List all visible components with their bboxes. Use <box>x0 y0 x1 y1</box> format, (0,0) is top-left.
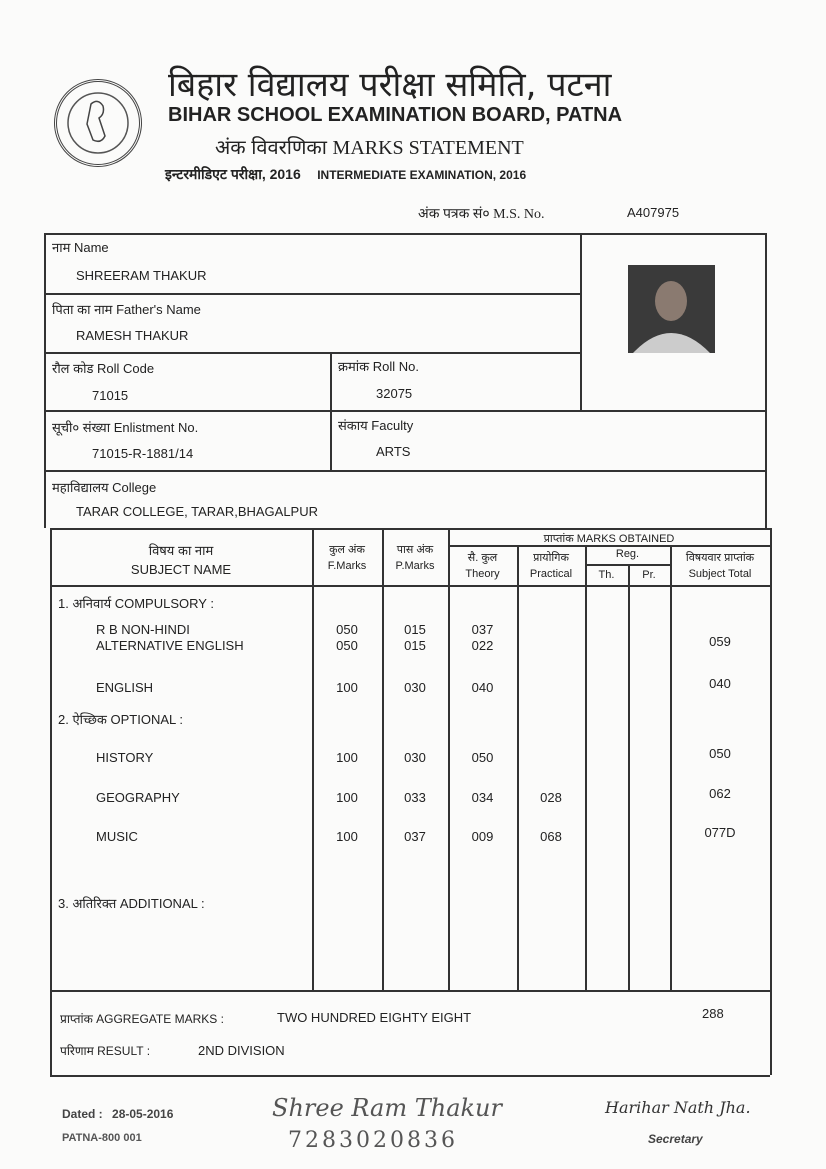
roll-no-label: क्रमांक Roll No. <box>338 359 419 374</box>
header-subject-hindi: विषय का नाम <box>148 543 214 558</box>
cell-theory: 037 <box>471 622 494 637</box>
college-label: महाविद्यालय College <box>52 480 157 495</box>
aggregate-words: TWO HUNDRED EIGHTY EIGHT <box>277 1010 472 1025</box>
cell-pm: 015 <box>404 638 426 653</box>
cell-theory: 040 <box>471 680 494 695</box>
doc-title-hindi: अंक विवरणिका <box>215 137 327 159</box>
cell-theory: 022 <box>471 638 494 653</box>
cell-total: 059 <box>709 634 731 649</box>
header-reg-th: Th. <box>598 569 615 581</box>
header-subject-english: SUBJECT NAME <box>130 562 232 577</box>
handwritten-name: Shree Ram Thakur <box>272 1094 502 1122</box>
cell-theory: 034 <box>471 790 494 805</box>
header-total-english: Subject Total <box>688 568 752 580</box>
doc-title-english: MARKS STATEMENT <box>332 137 524 159</box>
result-value: 2ND DIVISION <box>198 1043 285 1058</box>
cell-pm: 030 <box>404 750 426 765</box>
cell-pm: 030 <box>404 680 426 695</box>
roll-no-value: 32075 <box>376 386 413 401</box>
issue-date: 28-05-2016 <box>112 1107 174 1121</box>
aggregate-marks: 288 <box>702 1006 724 1021</box>
ms-label: अंक पत्रक सं० M.S. No. <box>418 207 545 222</box>
cell-theory: 009 <box>471 829 494 844</box>
cell-subject: ENGLISH <box>96 680 154 695</box>
cell-pm: 037 <box>404 829 426 844</box>
cell-subject: R B NON-HINDI <box>96 622 190 637</box>
header-subject-total <box>670 550 770 580</box>
ms-number: A407975 <box>627 205 680 220</box>
cell-fm: 050 <box>336 622 358 637</box>
header-practical-hindi: प्रायोगिक <box>533 552 569 564</box>
roll-code-label: रौल कोड Roll Code <box>52 361 155 376</box>
cell-fm: 100 <box>336 790 358 805</box>
place: PATNA-800 001 <box>62 1132 142 1144</box>
father-value: RAMESH THAKUR <box>76 328 189 343</box>
header-practical <box>517 550 585 580</box>
secretary-title: Secretary <box>648 1132 703 1146</box>
doc-title <box>215 133 524 160</box>
cell-subject: ALTERNATIVE ENGLISH <box>96 638 244 653</box>
cell-total: 077D <box>704 825 736 840</box>
cell-theory: 050 <box>471 750 494 765</box>
cell-subject: MUSIC <box>96 829 138 844</box>
header-theory-english: Theory <box>465 568 500 580</box>
faculty-value: ARTS <box>376 444 411 459</box>
cell-fm: 100 <box>336 680 358 695</box>
enlistment-label: सूची० संख्या Enlistment No. <box>52 420 199 435</box>
cell-fm: 100 <box>336 829 358 844</box>
exam-hindi: इन्टरमीडिएट परीक्षा, 2016 <box>165 166 301 182</box>
header-fmarks-hindi: कुल अंक <box>329 544 365 556</box>
title-english: BIHAR SCHOOL EXAMINATION BOARD, PATNA <box>168 104 623 126</box>
cell-subject: HISTORY <box>96 750 154 765</box>
secretary-signature: Harihar Nath Jha. <box>605 1098 751 1117</box>
faculty-label: संकाय Faculty <box>338 418 414 433</box>
dated-line <box>62 1107 173 1121</box>
header-theory-hindi: सै. कुल <box>467 552 498 564</box>
header-subject <box>50 541 312 577</box>
header-pmarks-english: P.Marks <box>395 560 435 572</box>
dated-label: Dated : <box>62 1107 103 1121</box>
college-value: TARAR COLLEGE, TARAR,BHAGALPUR <box>76 504 319 519</box>
header-fmarks <box>312 542 382 572</box>
header-theory <box>448 550 517 580</box>
header-pmarks <box>382 542 448 572</box>
cell-pm: 033 <box>404 790 426 805</box>
enlistment-value: 71015-R-1881/14 <box>92 446 194 461</box>
header-total-hindi: विषयवार प्राप्तांक <box>685 552 755 564</box>
section-additional: 3. अतिरिक्त ADDITIONAL : <box>58 896 205 911</box>
title-hindi: बिहार विद्यालय परीक्षा समिति, पटना <box>168 65 612 105</box>
section-compulsory: 1. अनिवार्य COMPULSORY : <box>58 596 214 611</box>
cell-total: 062 <box>709 786 731 801</box>
header-reg: Reg. <box>615 548 640 560</box>
exam-title <box>165 165 526 184</box>
exam-english: INTERMEDIATE EXAMINATION, 2016 <box>317 168 527 182</box>
header-marks-obtained: प्राप्तांक MARKS OBTAINED <box>543 533 675 545</box>
father-label: पिता का नाम Father's Name <box>52 302 201 317</box>
cell-prac: 028 <box>540 790 562 805</box>
cell-prac: 068 <box>540 829 562 844</box>
handwritten-phone: 7283020836 <box>288 1128 458 1153</box>
cell-fm: 050 <box>336 638 358 653</box>
name-value: SHREERAM THAKUR <box>76 268 207 283</box>
header-fmarks-english: F.Marks <box>327 560 367 572</box>
header-practical-english: Practical <box>529 568 573 580</box>
result-label: परिणाम RESULT : <box>60 1044 151 1058</box>
roll-code-value: 71015 <box>92 388 129 403</box>
cell-total: 050 <box>709 746 731 761</box>
cell-pm: 015 <box>404 622 426 637</box>
board-seal-logo <box>54 79 142 167</box>
section-optional: 2. ऐच्छिक OPTIONAL : <box>58 712 183 727</box>
name-label: नाम Name <box>52 240 109 255</box>
aggregate-label: प्राप्तांक AGGREGATE MARKS : <box>60 1012 224 1026</box>
cell-total: 040 <box>709 676 731 691</box>
student-photo <box>628 265 715 353</box>
cell-fm: 100 <box>336 750 358 765</box>
header-reg-pr: Pr. <box>642 569 656 581</box>
header-pmarks-hindi: पास अंक <box>396 544 434 556</box>
cell-subject: GEOGRAPHY <box>96 790 180 805</box>
